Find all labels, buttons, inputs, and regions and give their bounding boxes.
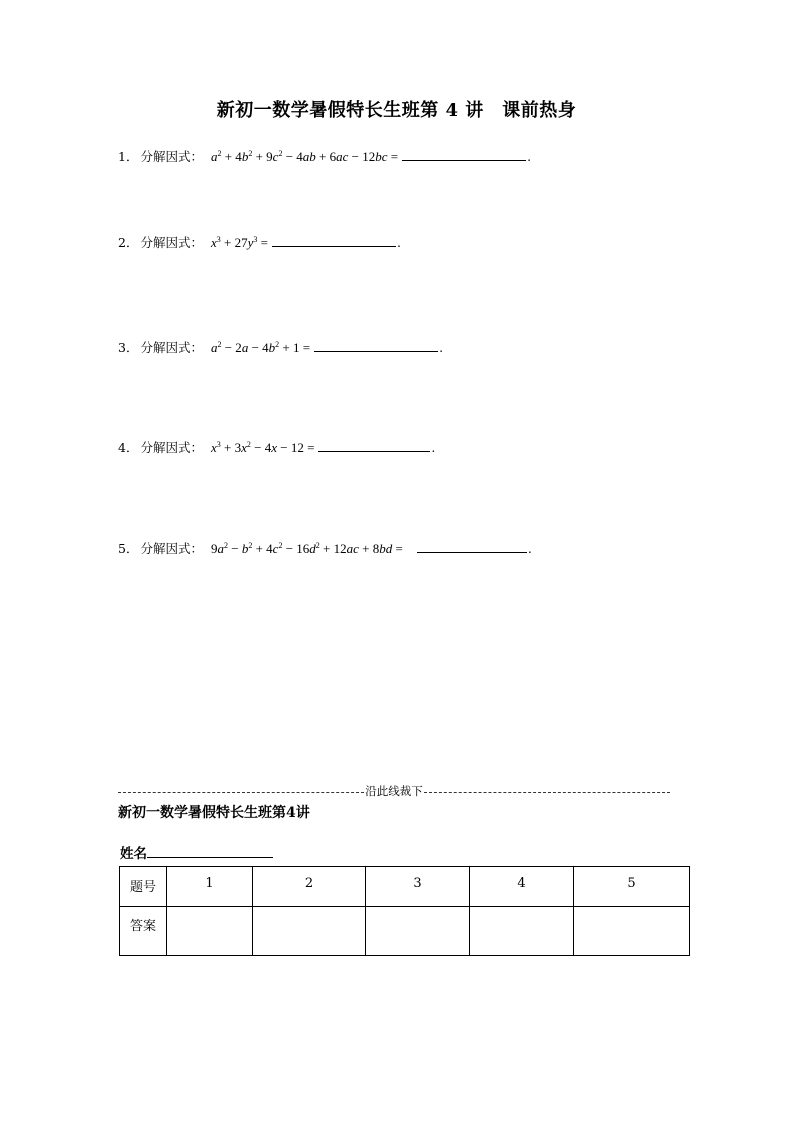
answer-cell[interactable] <box>470 907 574 956</box>
name-label: 姓名 <box>120 846 147 862</box>
answer-blank[interactable] <box>318 439 430 452</box>
question-number: 3． <box>118 340 139 355</box>
question-expression: $a^2 + 4b^2 + 9c^2 - 4ab + 6ac - 12bc$ = <box>210 149 399 164</box>
name-field[interactable] <box>147 844 273 858</box>
question-period: . <box>396 235 401 250</box>
question-label: 分解因式： <box>140 440 203 455</box>
question-period: . <box>431 440 436 455</box>
question-label: 分解因式： <box>140 541 203 556</box>
question-expression: $x^3 + 3x^2 - 4x - 12$ = <box>210 440 315 455</box>
question-period: . <box>439 340 444 355</box>
cut-line-text: 沿此线裁下 <box>365 784 423 798</box>
question-label: 分解因式： <box>140 149 203 164</box>
question-number: 2． <box>118 235 139 250</box>
question-number-cell: 3 <box>366 867 470 907</box>
question-period: . <box>527 149 532 164</box>
question-period: . <box>527 541 532 556</box>
cut-line-dashes-left <box>118 792 364 793</box>
question-4 <box>118 438 435 456</box>
question-1 <box>118 147 531 165</box>
question-number: 5． <box>118 541 139 556</box>
table-header-cell: 答案 <box>120 907 167 956</box>
answer-blank[interactable] <box>402 148 526 161</box>
question-3 <box>118 338 443 356</box>
question-label: 分解因式： <box>140 235 203 250</box>
table-row <box>120 907 690 956</box>
question-expression: $a^2 - 2a - 4b^2 + 1$ = <box>210 340 311 355</box>
question-5 <box>118 539 532 557</box>
answer-blank[interactable] <box>417 540 527 553</box>
answer-cell[interactable] <box>574 907 690 956</box>
answer-cell[interactable] <box>366 907 470 956</box>
question-expression: $x^3 + 27y^3$ = <box>210 235 268 250</box>
table-row <box>120 867 690 907</box>
table-header-cell: 题号 <box>120 867 167 907</box>
answer-sheet-title: 新初一数学暑假特长生班第4讲 <box>118 805 310 821</box>
question-number-cell: 5 <box>574 867 690 907</box>
question-number: 4． <box>118 440 139 455</box>
question-number-cell: 4 <box>470 867 574 907</box>
cut-line <box>118 783 670 799</box>
answer-blank[interactable] <box>272 234 396 247</box>
question-2 <box>118 233 401 251</box>
cut-line-dashes-right <box>424 792 670 793</box>
answer-blank[interactable] <box>314 339 438 352</box>
question-expression: $9a^2 - b^2 + 4c^2 - 16d^2 + 12ac + 8bd$ = <box>210 541 403 556</box>
answer-cell[interactable] <box>167 907 253 956</box>
answer-cell[interactable] <box>253 907 366 956</box>
page-title: 新初一数学暑假特长生班第 4 讲 课前热身 <box>216 100 577 121</box>
question-label: 分解因式： <box>140 340 203 355</box>
question-number-cell: 1 <box>167 867 253 907</box>
answer-table <box>119 866 690 956</box>
question-number: 1． <box>118 149 139 164</box>
name-row <box>120 842 273 862</box>
question-number-cell: 2 <box>253 867 366 907</box>
